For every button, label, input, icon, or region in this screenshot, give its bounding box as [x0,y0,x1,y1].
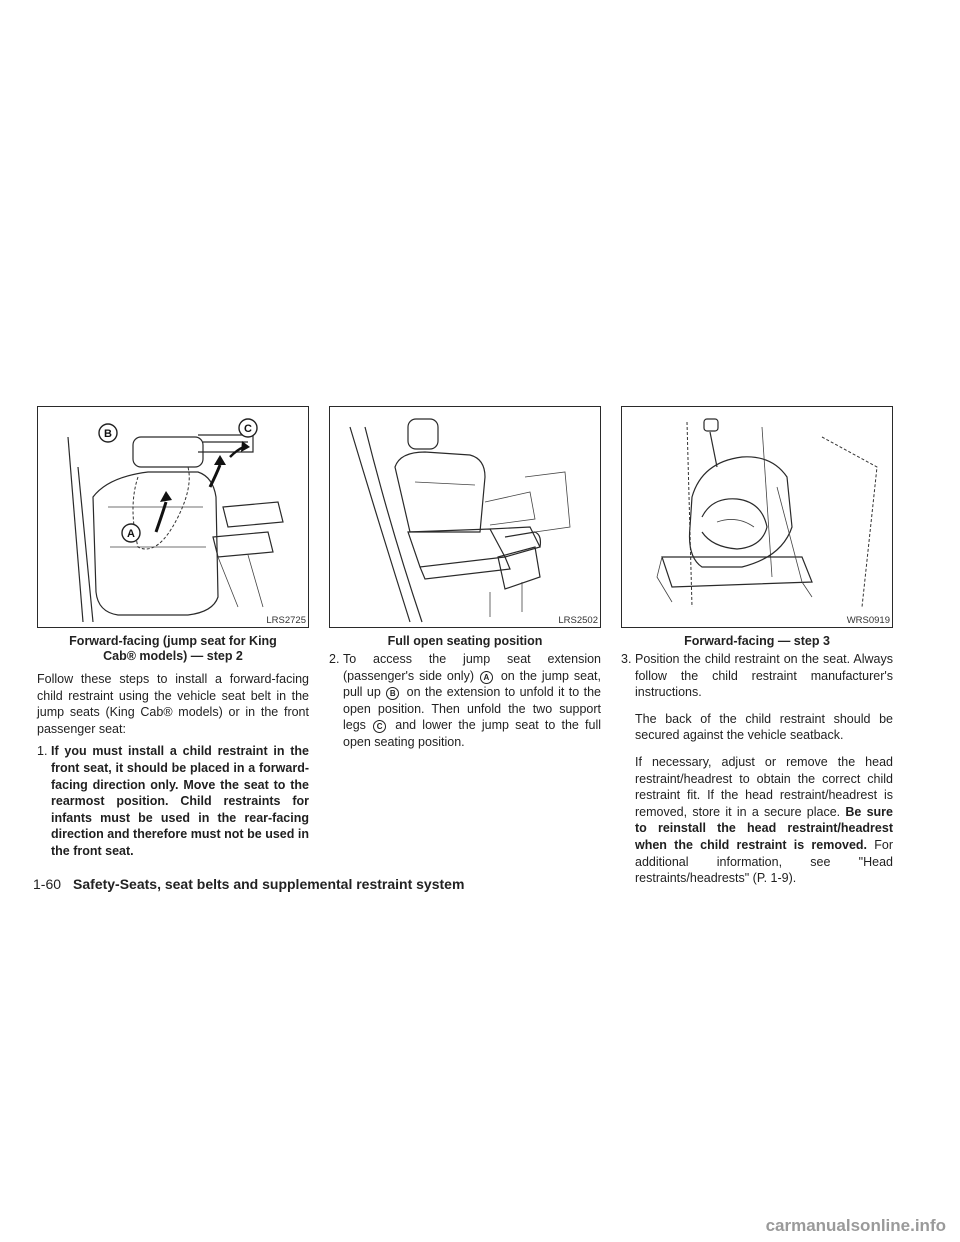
step-3-para-3-end: For additional information, see "Head restraints/headrests" (P. 1-9). [635,837,893,886]
figure-caption [37,634,309,664]
step-2-part-3: on the extension to unfold it to the open position. Then unfold the two support legs [343,685,601,733]
step-2-part-4: and lower the jump seat to the full open seating position. [343,718,601,749]
figure-code: LRS2502 [558,615,598,626]
step-2-part-1: To access the jump seat extension (passenger's side only) [343,652,601,683]
section-title: Safety-Seats, seat belts and supplemental restraint system [73,876,465,892]
column-1 [37,406,309,860]
callout-a: A [127,528,135,540]
watermark[interactable]: carmanualsonline.info [765,1216,946,1235]
step-3-number: 3. [621,652,632,666]
caption-line-2: Cab® models) — step 2 [103,649,243,663]
figure-code: LRS2725 [266,615,306,626]
callout-c: C [244,423,252,435]
label-c-badge: C [373,720,386,733]
caption-line-1: Forward-facing (jump seat for King [69,634,277,648]
label-a-badge: A [480,671,493,684]
step-1-text: If you must install a child restraint in the front seat, it should be placed in a forward-facing direction only. Move the seat to the rearmost position. Child restraints for infants must be used in the rear-facing direction and therefore must not be used in the front seat. [51,744,309,858]
step-3-paragraph-3 [621,754,893,887]
figure-full-open-seating [329,406,601,628]
figure-caption: Full open seating position [387,634,543,648]
intro-paragraph: Follow these steps to install a forward-facing child restraint using the vehicle seat belt in the jump seats (King Cab® models) or in the front passenger seat: [37,672,309,736]
step-3-text: Position the child restraint on the seat. Always follow the child restraint manufacturer's instructions. [635,652,893,700]
figure-caption: Forward-facing — step 3 [684,634,830,648]
page-number: 1-60 [33,876,62,892]
column-2 [329,406,601,751]
label-b-badge: B [386,687,399,700]
step-3-para-3-bold: Be sure to reinstall the head restraint/headrest when the child restraint is removed. [635,804,893,852]
figure-jump-seat-step2 [37,406,309,628]
figure-forward-facing-step3 [621,406,893,628]
step-1-number: 1. [37,744,48,759]
column-3 [621,406,893,887]
jump-seat-illustration [38,407,308,627]
step-2-number: 2. [329,652,340,666]
step-2-text [343,651,601,751]
step-3 [621,651,893,701]
figure-code: WRS0919 [846,615,890,626]
callout-b: B [104,428,112,440]
step-3-paragraph-2: The back of the child restraint should be secured against the vehicle seatback. [635,711,893,743]
child-restraint-illustration [622,407,892,627]
page-footer [33,876,464,892]
step-2 [329,651,601,751]
step-3-para-3-start: If necessary, adjust or remove the head restraint/headrest to obtain the correct child restraint fit. If the head restraint/headrest is removed, store it in a secure place. [635,754,893,819]
full-open-seat-illustration [330,407,600,627]
step-1 [37,743,309,859]
step-2-part-2: on the jump seat, pull up [343,668,601,700]
